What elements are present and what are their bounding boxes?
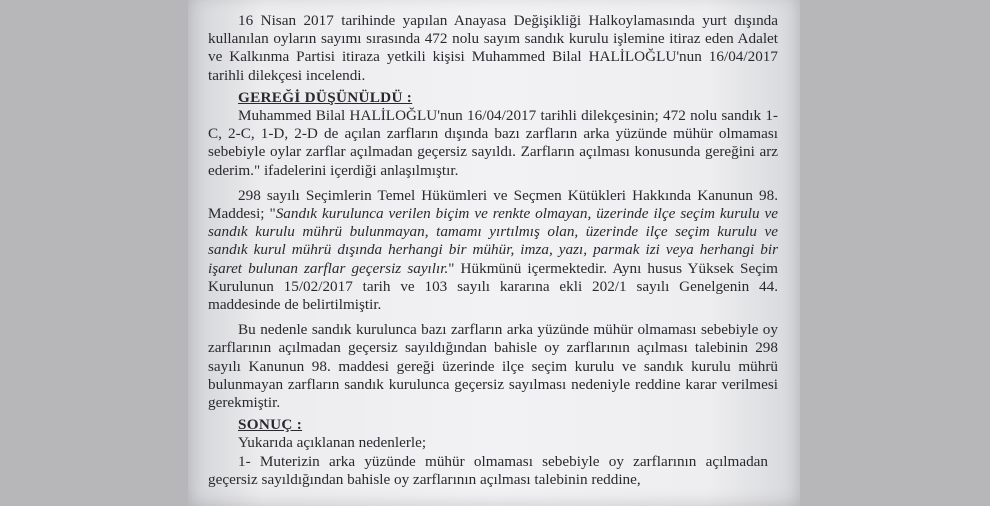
intro-paragraph: 16 Nisan 2017 tarihinde yapılan Anayasa Değişikliği Halkoylamasında yurt dışında kullanılan oyların sayımı sırasında 472 nolu sayım sandık kurulu işlemine itiraz eden Adalet ve Kalkınma Partisi itiraza yetkili kişisi Muhammed Bilal HALİLOĞLU'nun 16/04/2017 tarihli dilekçesi incelendi. bbox=[208, 12, 778, 84]
section-heading-gereği: GEREĞİ DÜŞÜNÜLDÜ : bbox=[238, 88, 413, 106]
law-quote: Sandık kurulunca verilen biçim ve renkte olmayan, üzerinde ilçe seçim kurulu ve sandık kurulu mührü bulunmayan, tamamı yırtılmış olan, üzerinde ilçe seçim kurulu ve sandık kurul mührü dışında herhangi bir mühür, imza, yazı, parmak izi veya herhangi bir işaret bulunan zarflar geçersiz sayılır. bbox=[208, 205, 778, 277]
paragraph-decision-1: 1- Muterizin arka yüzünde mühür olmaması sebebiyle oy zarflarının açılmadan geçersiz sayıldığından bahisle oy zarflarının açılması talebinin reddine, bbox=[208, 452, 768, 488]
document-page bbox=[188, 0, 800, 506]
paragraph-law bbox=[208, 187, 778, 314]
paragraph-petition: Muhammed Bilal HALİLOĞLU'nun 16/04/2017 tarihli dilekçesinin; 472 nolu sandık 1-C, 2-C, 1-D, 2-D de açılan zarfların dışında bazı zarfların arka yüzünde mühür olmaması sebebiyle oylar zarflar açılmadan geçersiz sayıldı. Zarfların açılması konusunda gereğini arz ederim." ifadelerini içerdiği anlaşılmıştır. bbox=[208, 107, 778, 179]
law-intro: 298 sayılı Seçimlerin Temel Hükümleri ve Seçmen Kütükleri Hakkında Kanunun 98. Maddesi; " bbox=[208, 186, 778, 223]
paragraph-reasoning: Bu nedenle sandık kurulunca bazı zarfların arka yüzünde mühür olmaması sebebiyle oy zarflarının açılmadan geçersiz sayıldığından bahisle oy zarflarının açılması talebinin 298 sayılı Kanunun 98. maddesi gereği üzerinde ilçe seçim kurulu ve sandık kurulu mührü bulunmayan zarfların sandık kurulunca geçersiz sayılması nedeniyle reddine karar verilmesi gerekmiştir. bbox=[208, 321, 778, 412]
law-rest: " Hükmünü içermektedir. Aynı husus Yüksek Seçim Kurulunun 15/02/2017 tarih ve 103 sayılı kararına ekli 202/1 sayılı Genelgenin 44. maddesinde de belirtilmiştir. bbox=[208, 259, 778, 314]
paragraph-conclusion-intro: Yukarıda açıklanan nedenlerle; bbox=[238, 434, 427, 452]
section-heading-sonuc: SONUÇ : bbox=[238, 416, 303, 434]
document-body bbox=[208, 12, 778, 489]
